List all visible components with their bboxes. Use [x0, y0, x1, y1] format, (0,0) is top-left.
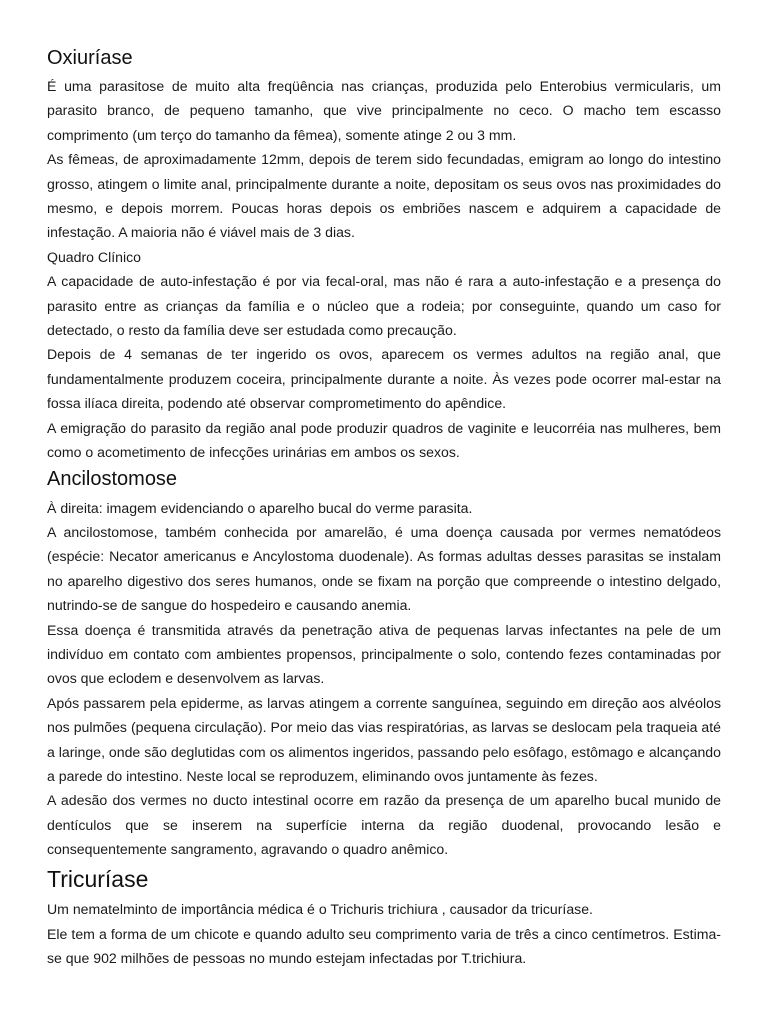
- section-title-oxiuriase: Oxiuríase: [47, 47, 133, 69]
- subheading-quadro-clinico: Quadro Clínico: [47, 248, 142, 265]
- section-title-ancilostomose: Ancilostomose: [47, 467, 178, 490]
- paragraph: À direita: imagem evidenciando o aparelho bucal do verme parasita.: [47, 499, 473, 516]
- paragraph: Essa doença é transmitida através da penetração ativa de pequenas larvas infectantes na pele de um indivíduo em contato com ambientes propensos, principalmente o solo, contendo fezes contaminadas por ovos que eclodem e desenvolvem as larvas.: [47, 621, 721, 687]
- paragraph: Ele tem a forma de um chicote e quando adulto seu comprimento varia de três a cinco centímetros. Estima-se que 902 milhões de pessoas no mundo estejam infectadas por T.trichiura.: [47, 925, 721, 966]
- document-page: [47, 0, 721, 970]
- paragraph: A adesão dos vermes no ducto intestinal ocorre em razão da presença de um aparelho bucal munido de dentículos que se inserem na superfície interna da região duodenal, provocando lesão e consequentemente sangramento, agravando o quadro anêmico.: [47, 792, 721, 858]
- paragraph: A capacidade de auto-infestação é por via fecal-oral, mas não é rara a auto-infestação e a presença do parasito entre as crianças da família e o núcleo que a rodeia; por conseguinte, quando um caso for detectado, o resto da família deve ser estudada como precaução.: [47, 273, 721, 339]
- paragraph: A emigração do parasito da região anal pode produzir quadros de vaginite e leucorréia nas mulheres, bem como o acometimento de infecções urinárias em ambos os sexos.: [47, 419, 721, 461]
- paragraph: É uma parasitose de muito alta freqüência nas crianças, produzida pelo Enterobius vermicularis, um parasito branco, de pequeno tamanho, que vive principalmente no ceco. O macho tem escasso comprimento (um terço do tamanho da fêmea), somente atinge 2 ou 3 mm.: [47, 78, 721, 143]
- paragraph: Um nematelminto de importância médica é o Trichuris trichiura , causador da tricuríase.: [47, 901, 593, 918]
- paragraph: Após passarem pela epiderme, as larvas atingem a corrente sanguínea, seguindo em direção aos alvéolos nos pulmões (pequena circulação). Por meio das vias respiratórias, as larvas se deslocam pela traqueia até a laringe, onde são deglutidas com os alimentos ingeridos, passando pelo esôfago, estômago e alcançando a parede do intestino. Neste local se reproduzem, eliminando ovos juntamente às fezes.: [47, 694, 721, 784]
- paragraph: As fêmeas, de aproximadamente 12mm, depois de terem sido fecundadas, emigram ao longo do intestino grosso, atingem o limite anal, principalmente durante a noite, depositam os seus ovos nas proximidades do mesmo, e depois morrem. Poucas horas depois os embriões nascem e adquirem a capacidade de infestação. A maioria não é viável mais de 3 dias.: [47, 151, 721, 241]
- paragraph: A ancilostomose, também conhecida por amarelão, é uma doença causada por vermes nematódeos (espécie: Necator americanus e Ancylostoma duodenale). As formas adultas desses parasitas se instalam no aparelho digestivo dos seres humanos, onde se fixam na porção que compreende o intestino delgado, nutrindo-se de sangue do hospedeiro e causando anemia.: [47, 523, 721, 614]
- paragraph: Depois de 4 semanas de ter ingerido os ovos, aparecem os vermes adultos na região anal, que fundamentalmente produzem coceira, principalmente durante a noite. Às vezes pode ocorrer mal-estar na fossa ilíaca direita, podendo até observar comprometimento do apêndice.: [47, 346, 721, 412]
- section-title-tricuriase: Tricuríase: [47, 865, 149, 892]
